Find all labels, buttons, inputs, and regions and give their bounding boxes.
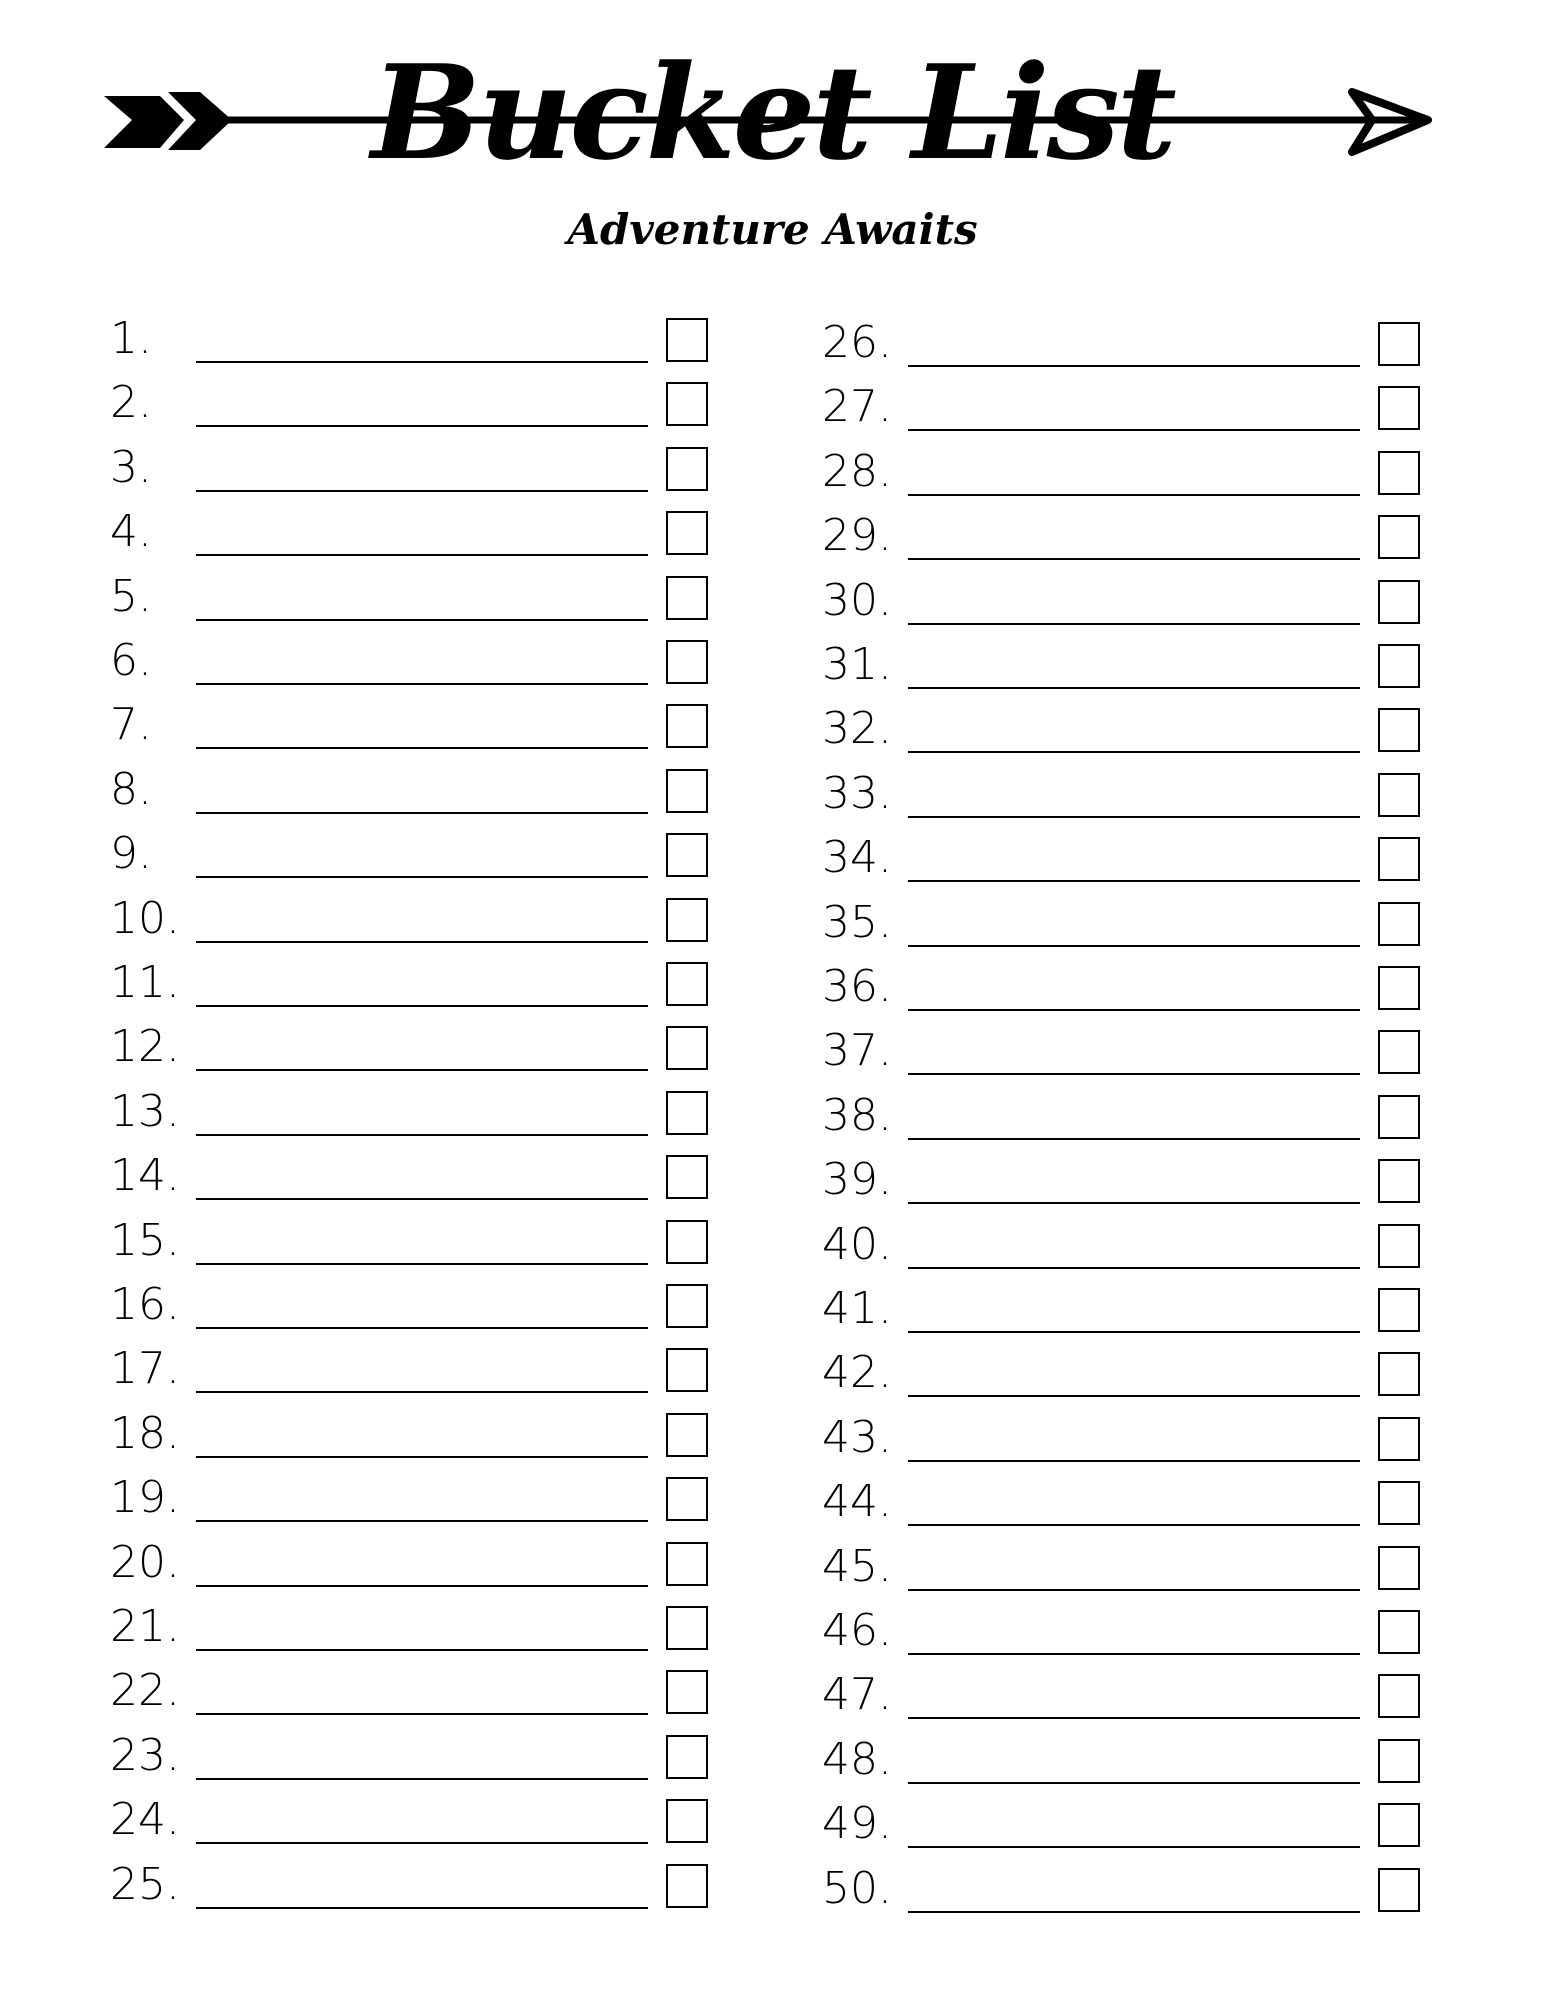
list-item — [110, 1793, 730, 1846]
write-line[interactable] — [196, 490, 648, 492]
item-number: 47. — [822, 1669, 892, 1721]
write-line[interactable] — [908, 751, 1360, 753]
page-subtitle: Adventure Awaits — [567, 205, 978, 254]
checkbox[interactable] — [1378, 580, 1420, 624]
checkbox[interactable] — [1378, 708, 1420, 752]
write-line[interactable] — [196, 1713, 648, 1715]
write-line[interactable] — [196, 1134, 648, 1136]
list-item — [822, 316, 1442, 366]
list-item — [822, 1604, 1442, 1654]
item-number: 12. — [110, 1021, 180, 1073]
item-number: 5. — [110, 570, 152, 622]
write-line[interactable] — [908, 365, 1360, 367]
write-line[interactable] — [908, 1524, 1360, 1526]
list-item — [110, 1407, 730, 1457]
list-item — [822, 1089, 1442, 1139]
checkbox[interactable] — [1378, 386, 1420, 430]
list-item — [822, 1540, 1442, 1590]
write-line[interactable] — [196, 1585, 648, 1587]
item-number: 43. — [822, 1411, 892, 1463]
item-number: 7. — [110, 699, 152, 751]
checkbox[interactable] — [1378, 1610, 1420, 1654]
item-number: 15. — [110, 1214, 180, 1266]
item-number: 34. — [822, 832, 892, 884]
write-line[interactable] — [196, 619, 648, 621]
write-line[interactable] — [196, 554, 648, 556]
checkbox[interactable] — [1378, 1803, 1420, 1847]
list-item — [110, 1729, 730, 1779]
checkbox[interactable] — [666, 1606, 708, 1650]
write-line[interactable] — [196, 683, 648, 685]
item-number: 44. — [822, 1476, 892, 1528]
item-number: 6. — [110, 635, 152, 686]
checkbox[interactable] — [1378, 1546, 1420, 1590]
write-line[interactable] — [196, 1391, 648, 1393]
write-line[interactable] — [908, 1846, 1360, 1848]
checkbox[interactable] — [1378, 322, 1420, 366]
item-number: 9. — [110, 828, 152, 880]
write-line[interactable] — [196, 1069, 648, 1071]
list-item — [822, 1411, 1442, 1461]
checkbox[interactable] — [1378, 1288, 1420, 1332]
checkbox[interactable] — [666, 1799, 708, 1843]
list-item — [822, 1346, 1442, 1399]
list-item — [110, 1471, 730, 1524]
item-number: 50. — [822, 1862, 892, 1914]
write-line[interactable] — [908, 1782, 1360, 1784]
write-line[interactable] — [196, 1520, 648, 1522]
item-number: 24. — [110, 1794, 180, 1846]
checkbox[interactable] — [666, 769, 708, 813]
write-line[interactable] — [908, 1395, 1360, 1397]
list-item — [110, 1600, 730, 1650]
checkbox[interactable] — [1378, 1417, 1420, 1461]
write-line[interactable] — [908, 623, 1360, 625]
write-line[interactable] — [908, 494, 1360, 496]
write-line[interactable] — [908, 429, 1360, 431]
list-item — [822, 1475, 1442, 1528]
write-line[interactable] — [908, 1911, 1360, 1913]
write-line[interactable] — [908, 1009, 1360, 1011]
checkbox[interactable] — [666, 1220, 708, 1264]
write-line[interactable] — [196, 747, 648, 749]
list-item — [110, 1278, 730, 1328]
write-line[interactable] — [908, 558, 1360, 560]
list-item — [110, 634, 730, 684]
write-line[interactable] — [908, 1589, 1360, 1591]
write-line[interactable] — [196, 361, 648, 363]
checkbox[interactable] — [1378, 1095, 1420, 1139]
list-item — [822, 896, 1442, 946]
checkbox[interactable] — [1378, 902, 1420, 946]
list-item — [822, 1668, 1442, 1721]
checkbox[interactable] — [666, 1542, 708, 1586]
checkbox[interactable] — [666, 1864, 708, 1908]
list-item — [110, 1020, 730, 1073]
item-number: 8. — [110, 763, 152, 815]
list-item — [822, 767, 1442, 817]
write-line[interactable] — [908, 687, 1360, 689]
checkbox[interactable] — [666, 898, 708, 942]
write-line[interactable] — [196, 812, 648, 814]
item-number: 30. — [822, 574, 892, 626]
list-item — [110, 505, 730, 558]
write-line[interactable] — [908, 1460, 1360, 1462]
write-line[interactable] — [908, 1717, 1360, 1719]
checkbox[interactable] — [1378, 773, 1420, 817]
checkbox[interactable] — [666, 318, 708, 362]
list-item — [822, 1862, 1442, 1912]
list-item — [110, 441, 730, 491]
checkbox[interactable] — [666, 962, 708, 1006]
list-item — [110, 1214, 730, 1264]
item-number: 31. — [822, 639, 892, 690]
list-item — [822, 445, 1442, 495]
list-item — [110, 698, 730, 751]
checkbox[interactable] — [1378, 644, 1420, 688]
checkbox[interactable] — [666, 1284, 708, 1328]
item-number: 29. — [822, 510, 892, 562]
page-title: Bucket List — [371, 36, 1174, 189]
item-number: 39. — [822, 1154, 892, 1206]
list-item — [822, 1153, 1442, 1206]
item-number: 13. — [110, 1085, 180, 1137]
list-item — [110, 1085, 730, 1135]
checkbox[interactable] — [1378, 515, 1420, 559]
write-line[interactable] — [196, 1907, 648, 1909]
list-item — [110, 1536, 730, 1586]
item-number: 22. — [110, 1665, 180, 1717]
write-line[interactable] — [196, 1778, 648, 1780]
write-line[interactable] — [196, 1649, 648, 1651]
write-line[interactable] — [196, 1456, 648, 1458]
write-line[interactable] — [908, 816, 1360, 818]
checkbox[interactable] — [666, 511, 708, 555]
checkbox[interactable] — [666, 1155, 708, 1199]
list-item — [822, 574, 1442, 624]
checkbox[interactable] — [1378, 1159, 1420, 1203]
item-number: 19. — [110, 1472, 180, 1524]
item-number: 1. — [110, 313, 152, 364]
item-number: 38. — [822, 1089, 892, 1141]
item-number: 17. — [110, 1343, 180, 1395]
checkbox[interactable] — [666, 382, 708, 426]
checkbox[interactable] — [666, 1026, 708, 1070]
item-number: 49. — [822, 1798, 892, 1850]
item-number: 26. — [822, 317, 892, 368]
item-number: 20. — [110, 1536, 180, 1588]
write-line[interactable] — [908, 1138, 1360, 1140]
item-number: 11. — [110, 957, 180, 1008]
checkbox[interactable] — [1378, 1352, 1420, 1396]
item-number: 3. — [110, 441, 152, 493]
list-item — [822, 702, 1442, 755]
list-item — [822, 1733, 1442, 1783]
write-line[interactable] — [196, 1263, 648, 1265]
checkbox[interactable] — [1378, 1224, 1420, 1268]
item-number: 18. — [110, 1407, 180, 1459]
write-line[interactable] — [908, 1202, 1360, 1204]
item-number: 25. — [110, 1858, 180, 1910]
write-line[interactable] — [908, 880, 1360, 882]
list-column-right — [822, 0, 1442, 2000]
checkbox[interactable] — [666, 640, 708, 684]
list-item — [110, 763, 730, 813]
checkbox[interactable] — [666, 1348, 708, 1392]
checkbox[interactable] — [1378, 1868, 1420, 1912]
checkbox[interactable] — [666, 833, 708, 877]
item-number: 45. — [822, 1540, 892, 1592]
write-line[interactable] — [908, 1267, 1360, 1269]
item-number: 36. — [822, 961, 892, 1012]
checkbox[interactable] — [666, 704, 708, 748]
item-number: 2. — [110, 377, 152, 429]
item-number: 21. — [110, 1601, 180, 1652]
list-item — [822, 380, 1442, 433]
item-number: 35. — [822, 896, 892, 948]
item-number: 32. — [822, 703, 892, 755]
checkbox[interactable] — [666, 447, 708, 491]
write-line[interactable] — [908, 1073, 1360, 1075]
checkbox[interactable] — [1378, 966, 1420, 1010]
write-line[interactable] — [196, 1198, 648, 1200]
list-item — [110, 827, 730, 880]
write-line[interactable] — [196, 941, 648, 943]
item-number: 37. — [822, 1025, 892, 1077]
write-line[interactable] — [196, 1842, 648, 1844]
item-number: 10. — [110, 892, 180, 944]
item-number: 41. — [822, 1283, 892, 1334]
list-item — [822, 1797, 1442, 1850]
list-item — [110, 376, 730, 429]
write-line[interactable] — [196, 876, 648, 878]
checkbox[interactable] — [666, 1477, 708, 1521]
list-item — [110, 892, 730, 942]
checkbox[interactable] — [1378, 1481, 1420, 1525]
write-line[interactable] — [196, 1327, 648, 1329]
list-item — [110, 956, 730, 1006]
item-number: 28. — [822, 445, 892, 497]
list-column-left — [110, 0, 730, 2000]
write-line[interactable] — [908, 945, 1360, 947]
item-number: 46. — [822, 1605, 892, 1656]
item-number: 14. — [110, 1150, 180, 1202]
write-line[interactable] — [196, 1005, 648, 1007]
write-line[interactable] — [908, 1653, 1360, 1655]
checkbox[interactable] — [1378, 1674, 1420, 1718]
item-number: 4. — [110, 506, 152, 558]
list-item — [110, 1664, 730, 1717]
list-item — [110, 312, 730, 362]
item-number: 33. — [822, 767, 892, 819]
checkbox[interactable] — [666, 1735, 708, 1779]
list-item — [822, 509, 1442, 562]
item-number: 42. — [822, 1347, 892, 1399]
item-number: 23. — [110, 1729, 180, 1781]
write-line[interactable] — [196, 425, 648, 427]
list-item — [822, 638, 1442, 688]
checkbox[interactable] — [1378, 837, 1420, 881]
item-number: 40. — [822, 1218, 892, 1270]
checkbox[interactable] — [666, 1670, 708, 1714]
list-item — [110, 1342, 730, 1395]
checkbox[interactable] — [1378, 1030, 1420, 1074]
item-number: 48. — [822, 1733, 892, 1785]
checkbox[interactable] — [1378, 451, 1420, 495]
checkbox[interactable] — [666, 1413, 708, 1457]
checkbox[interactable] — [1378, 1739, 1420, 1783]
list-item — [822, 1024, 1442, 1077]
list-item — [822, 831, 1442, 884]
write-line[interactable] — [908, 1331, 1360, 1333]
list-item — [110, 1149, 730, 1202]
list-item — [822, 1282, 1442, 1332]
list-item — [822, 960, 1442, 1010]
list-item — [110, 570, 730, 620]
item-number: 16. — [110, 1279, 180, 1330]
item-number: 27. — [822, 381, 892, 433]
checkbox[interactable] — [666, 576, 708, 620]
list-item — [822, 1218, 1442, 1268]
checkbox[interactable] — [666, 1091, 708, 1135]
list-item — [110, 1858, 730, 1908]
